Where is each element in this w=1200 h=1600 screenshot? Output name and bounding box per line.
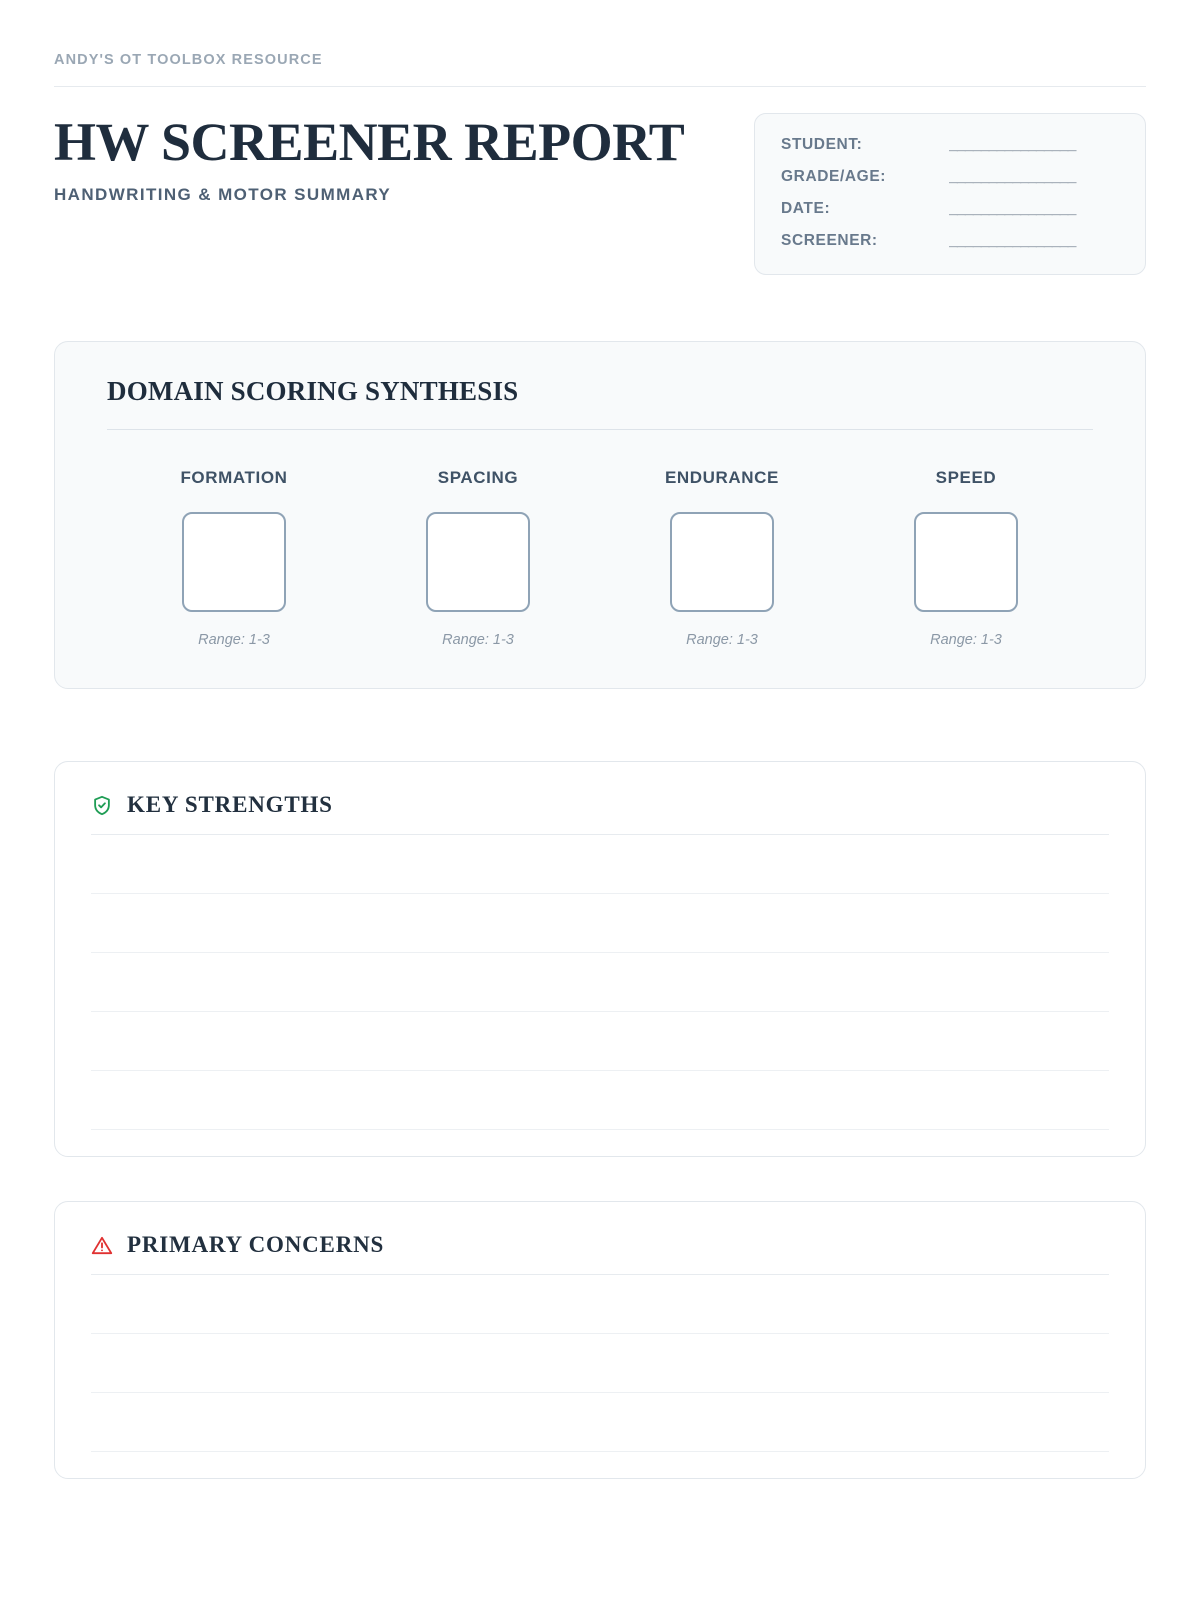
meta-row-grade-age (781, 168, 1119, 186)
domain-score-grid (107, 468, 1093, 648)
primary-concerns-header (91, 1232, 1109, 1275)
domain-label-formation: FORMATION (180, 468, 288, 487)
domain-range-endurance: Range: 1-3 (686, 632, 758, 648)
meta-label-date: DATE: (781, 200, 831, 217)
write-line[interactable] (91, 894, 1109, 953)
write-line[interactable] (91, 953, 1109, 1012)
warning-triangle-icon (91, 1234, 113, 1257)
domain-endurance (617, 468, 827, 648)
primary-concerns-title: PRIMARY CONCERNS (127, 1232, 385, 1257)
key-strengths-lines[interactable] (91, 835, 1109, 1130)
student-info-box (754, 113, 1146, 275)
key-strengths-header (91, 792, 1109, 835)
title-block (54, 113, 684, 205)
meta-field-date[interactable]: ________________ (949, 200, 1076, 217)
score-input-spacing[interactable] (426, 512, 530, 612)
write-line[interactable] (91, 1334, 1109, 1393)
write-line[interactable] (91, 1275, 1109, 1334)
page-subtitle: HANDWRITING & MOTOR SUMMARY (54, 185, 392, 204)
domain-range-formation: Range: 1-3 (198, 632, 270, 648)
meta-row-student (781, 136, 1119, 154)
meta-field-grade-age[interactable]: ________________ (949, 168, 1076, 185)
meta-row-screener (781, 232, 1119, 250)
score-input-speed[interactable] (914, 512, 1018, 612)
shield-check-icon (91, 794, 113, 817)
section-divider (107, 429, 1093, 430)
write-line[interactable] (91, 1012, 1109, 1071)
brand-eyebrow: ANDY'S OT TOOLBOX RESOURCE (54, 52, 1146, 87)
domain-scoring-card (54, 341, 1146, 689)
meta-field-student[interactable]: ________________ (949, 136, 1076, 153)
domain-scoring-title: DOMAIN SCORING SYNTHESIS (107, 376, 519, 406)
domain-label-endurance: ENDURANCE (664, 468, 780, 487)
domain-speed (861, 468, 1071, 648)
write-line[interactable] (91, 835, 1109, 894)
meta-label-grade-age: GRADE/AGE: (781, 168, 887, 185)
page-title: HW SCREENER REPORT (54, 112, 685, 172)
domain-label-speed: SPEED (935, 468, 997, 487)
domain-spacing (373, 468, 583, 648)
primary-concerns-card (54, 1201, 1146, 1479)
primary-concerns-lines[interactable] (91, 1275, 1109, 1452)
meta-label-student: STUDENT: (781, 136, 863, 153)
write-line[interactable] (91, 1071, 1109, 1130)
meta-label-screener: SCREENER: (781, 232, 878, 249)
write-line[interactable] (91, 1393, 1109, 1452)
score-input-formation[interactable] (182, 512, 286, 612)
meta-row-date (781, 200, 1119, 218)
score-input-endurance[interactable] (670, 512, 774, 612)
key-strengths-card (54, 761, 1146, 1157)
domain-formation (129, 468, 339, 648)
meta-field-screener[interactable]: ________________ (949, 232, 1076, 249)
domain-range-speed: Range: 1-3 (930, 632, 1002, 648)
domain-range-spacing: Range: 1-3 (442, 632, 514, 648)
key-strengths-title: KEY STRENGTHS (127, 792, 333, 817)
domain-label-spacing: SPACING (437, 468, 519, 487)
report-header (54, 113, 1146, 275)
